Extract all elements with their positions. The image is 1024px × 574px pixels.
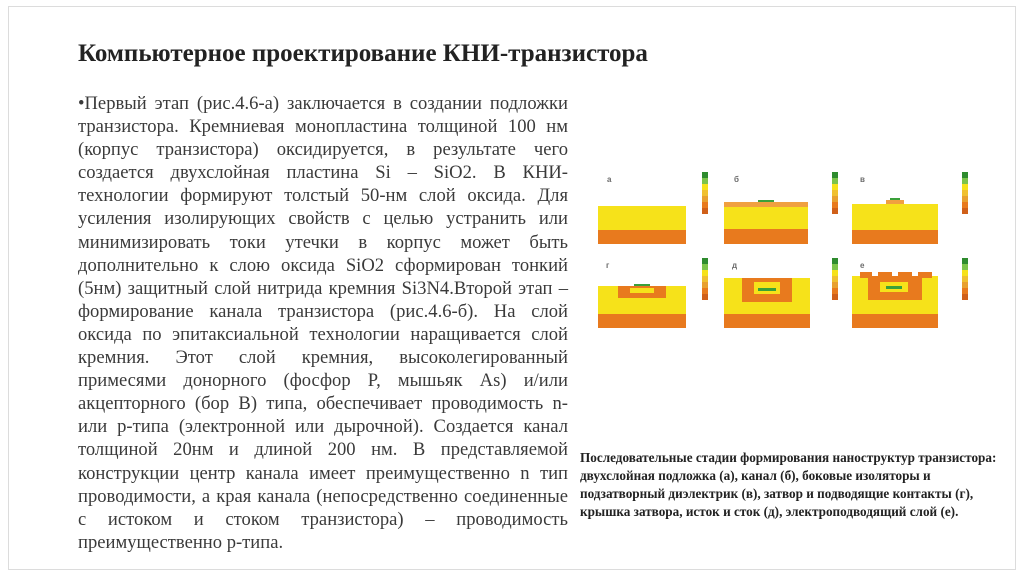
panel-g-label: г xyxy=(606,261,610,270)
substrate-layer xyxy=(724,314,810,328)
panel-b xyxy=(724,172,838,244)
gate-dielectric xyxy=(630,288,654,293)
panel-v xyxy=(852,172,968,244)
oxide-layer xyxy=(852,204,938,230)
figure-caption: Последовательные стадии формирования наноструктур транзистора: двухслойная подложка (а), канал (б), боковые изоляторы и подзатворный диэлектрик (в), затвор и подводящие контакты (г), крышка затвора, исток и сток (д), электроподводящий слой (е). xyxy=(580,450,997,519)
panel-v-label: в xyxy=(860,175,865,184)
panel-g xyxy=(598,258,708,328)
color-legend xyxy=(702,172,708,214)
panel-a xyxy=(598,172,708,244)
substrate-layer xyxy=(724,229,808,244)
nitride-layer xyxy=(890,198,900,200)
oxide-layer xyxy=(724,207,808,229)
color-legend xyxy=(962,172,968,214)
slide-body-text: •Первый этап (рис.4.6-а) заключается в создании подложки транзистора. Кремниевая монопластина толщиной 100 нм (корпус транзистора) оксидируется, в результате чего создается двухслойная пластина Si – SiO2. В КНИ-технологии формируют толстый 50-нм слой оксида. Для усиления изолирующих свойств с целью устранить или минимизировать токи утечки в корпус может быть дополнительно к слою оксида SiO2 сформирован тонкий (5нм) защитный слой нитрида кремния Si3N4.Второй этап – формирование канала транзистора (рис.4.6-б). На слой оксида по эпитаксиальной технологии наращивается слой кремния. Этот слой кремния, высоколегированный примесями донорного (фосфор P, мышьяк As) и/или акцепторного (бор B) типа, обеспечивает проводимость n- или p-типа (электронной или дырочной). Создается канал толщиной 20нм и длиной 200 нм. В представляемой конструкции центр канала имеет преимущественно n тип проводимости, а края канала (непосредственно соединенные с истоком и стоком транзистора) – проводимость преимущественно p-типа. xyxy=(78,93,568,553)
oxide-layer xyxy=(598,206,686,230)
channel-layer xyxy=(724,202,808,207)
panel-d-label: д xyxy=(732,261,738,270)
transistor-stages-figure xyxy=(592,168,978,328)
nitride-layer xyxy=(758,200,774,202)
slide-title: Компьютерное проектирование КНИ-транзистора xyxy=(78,40,648,67)
panel-a-label: а xyxy=(607,175,612,184)
electrode-gap xyxy=(892,272,898,276)
electrode-gap xyxy=(872,272,878,276)
substrate-layer xyxy=(852,230,938,244)
nitride-layer xyxy=(886,286,902,289)
panel-b-label: б xyxy=(734,175,739,184)
nitride-layer xyxy=(634,284,650,286)
panel-e-label: е xyxy=(860,261,865,270)
panel-d xyxy=(724,258,838,328)
color-legend xyxy=(832,258,838,300)
color-legend xyxy=(832,172,838,214)
substrate-layer xyxy=(852,314,938,328)
electrode-gap xyxy=(912,272,918,276)
color-legend xyxy=(702,258,708,300)
channel-layer xyxy=(886,200,904,204)
substrate-layer xyxy=(598,314,686,328)
substrate-layer xyxy=(598,230,686,244)
color-legend xyxy=(962,258,968,300)
panel-e xyxy=(852,258,968,328)
nitride-layer xyxy=(758,288,776,291)
